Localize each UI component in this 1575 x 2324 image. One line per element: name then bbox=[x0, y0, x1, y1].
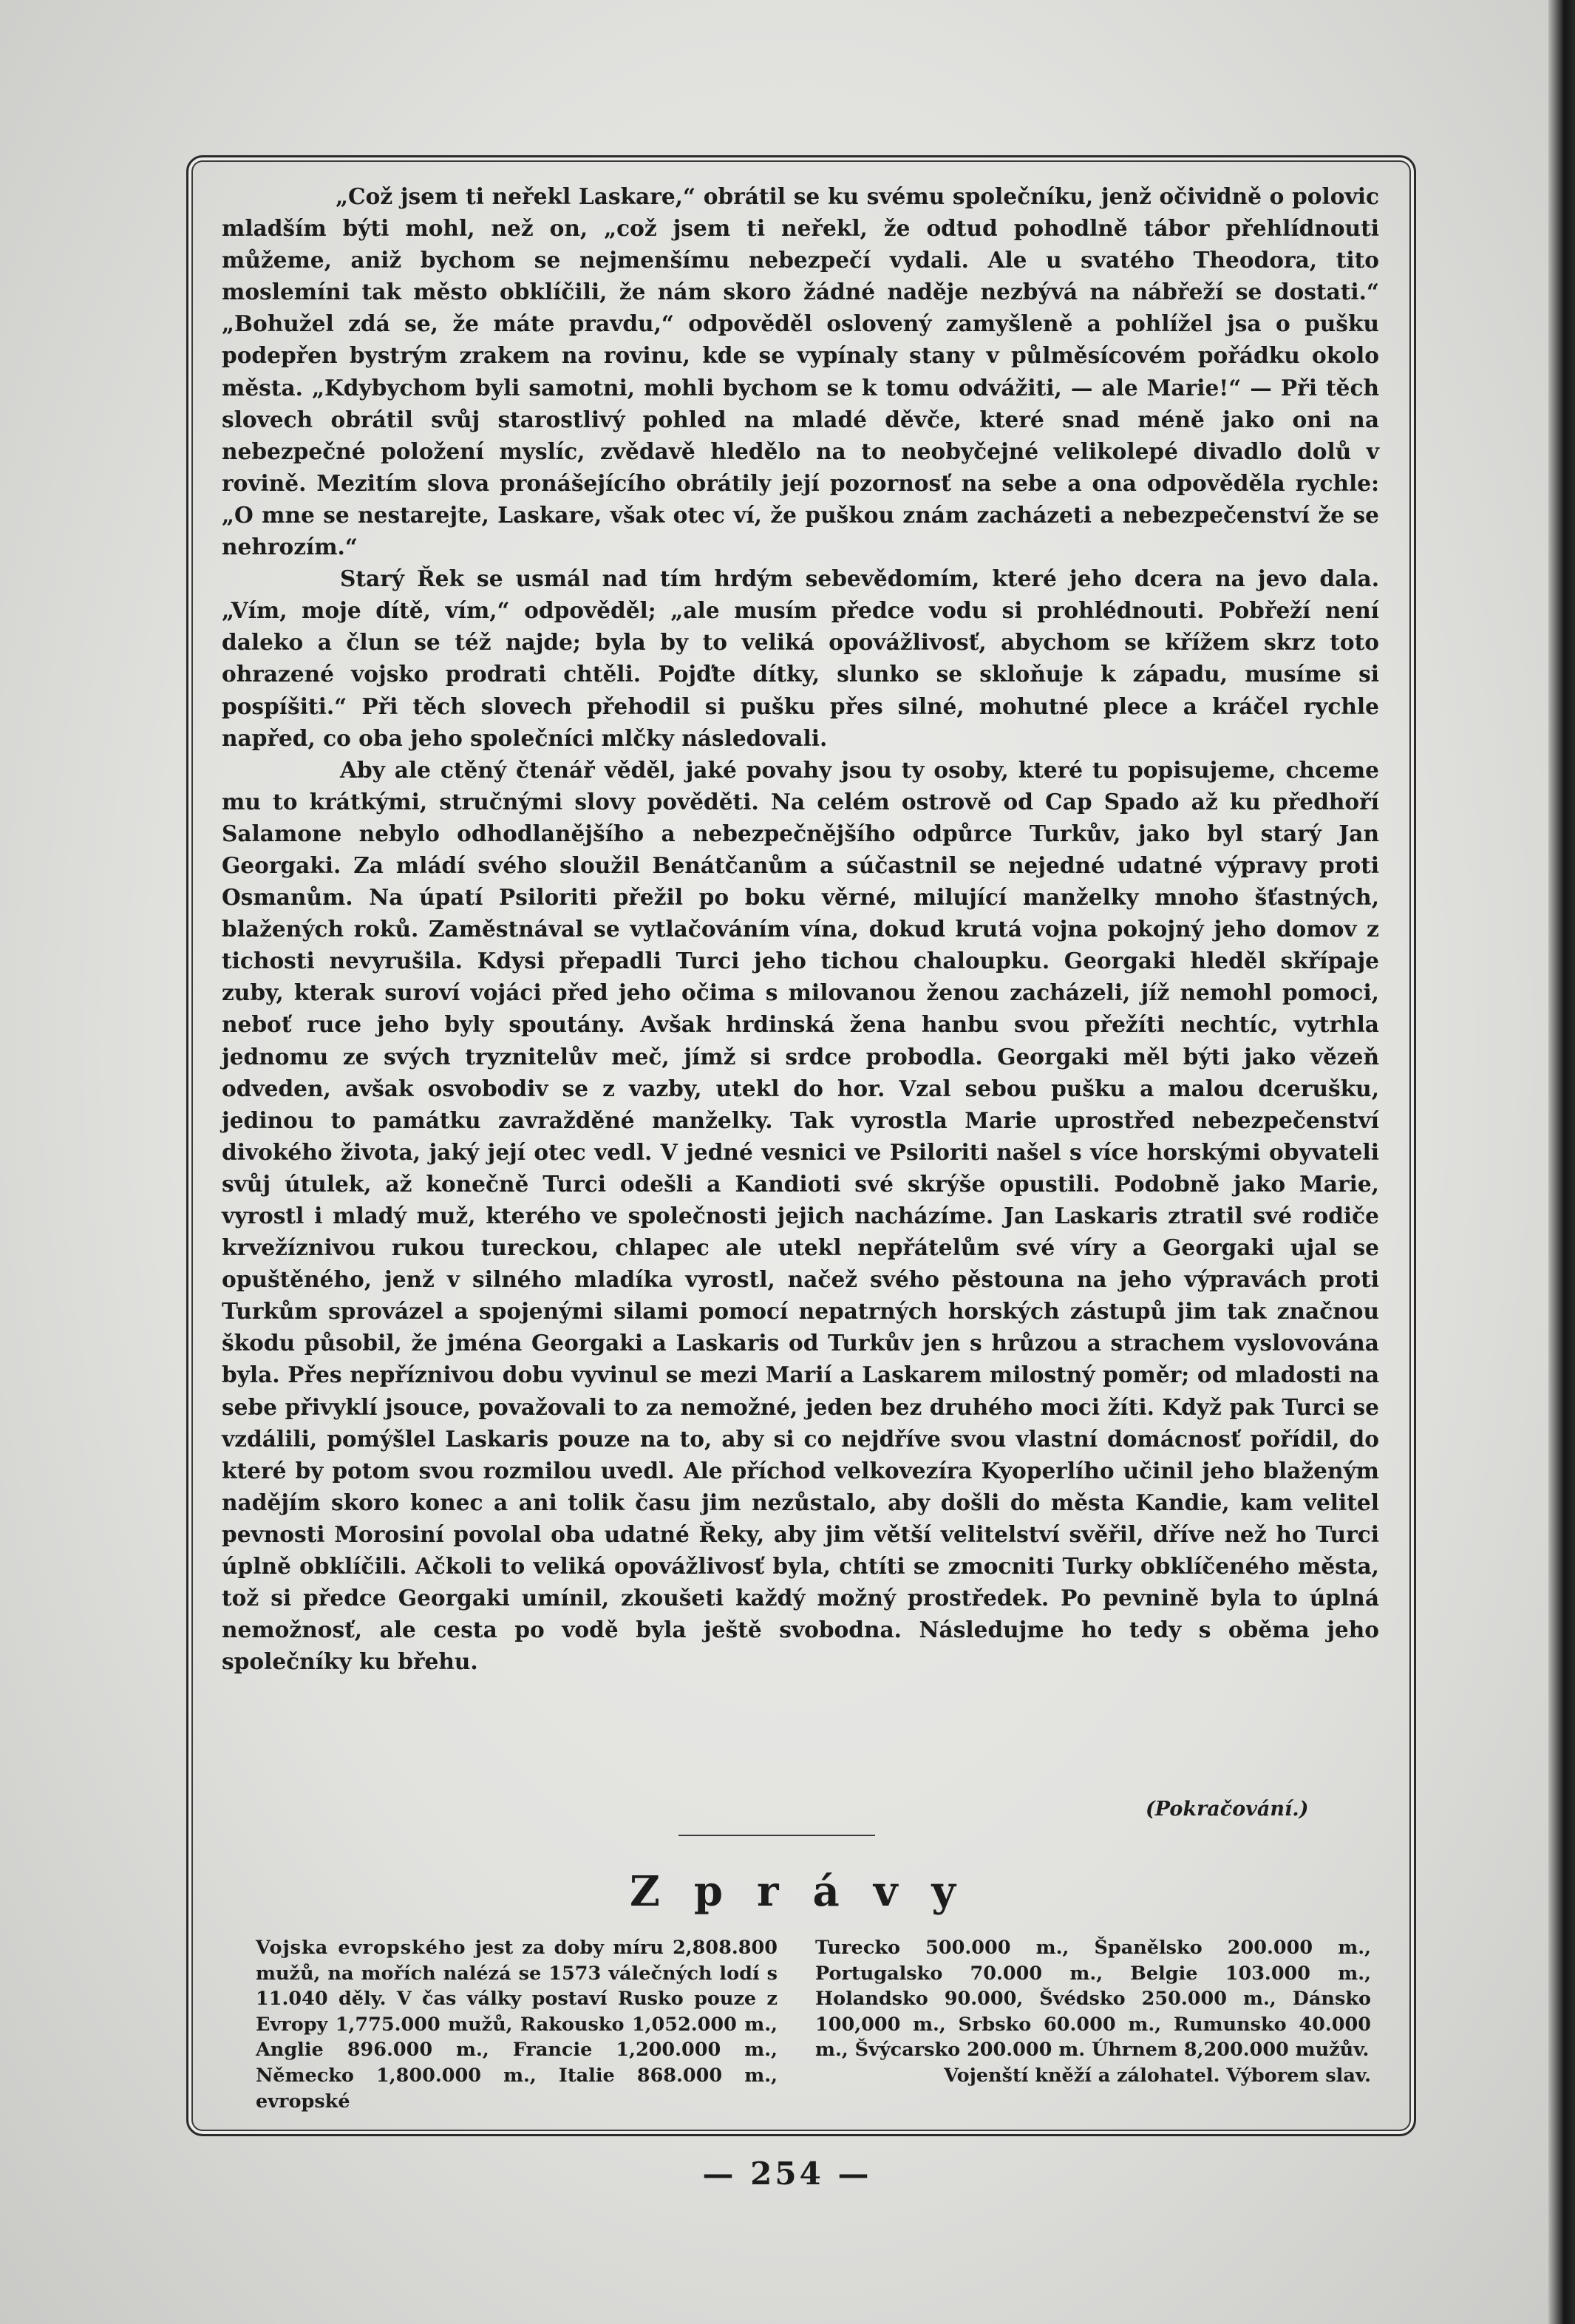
scan-edge bbox=[1548, 0, 1575, 2324]
paragraph-1: „Což jsem ti neřekl Laskare,“ obrátil se ku svému společníku, jenž očividně o polovic mladším býti mohl, než on, „což jsem ti neřekl, že odtud pohodlně tábor přehlídnouti můžeme, aniž bychom se nejmenšímu nebezpečí vydali. Ale u svatého Theodora, tito moslemíni tak město obklíčili, že nám skoro žádné naděje nezbývá na nábřeží se dostati.“ „Bohužel zdá se, že máte pravdu,“ odpověděl oslovený zamyšleně a pohlížel jsa o pušku podepřen bystrým zrakem na rovinu, kde se vypínaly stany v půlměsícovém pořádku okolo města. „Kdybychom byli samotni, mohli bychom se k tomu odvážiti, — ale Marie!“ — Při těch slovech obrátil svůj starostlivý pohled na mladé děvče, které snad méně jako oni na nebezpečné položení myslíc, zvědavě hledělo na to neobyčejné velikolepé divadlo dolů v rovině. Mezitím slova pronášejícího obrátily její pozornosť na sebe a ona odpověděla rychle: „O mne se nestarejte, Laskare, však otec ví, že puškou znám zacházeti a nebezpečenství že se nehrozím.“ bbox=[222, 183, 1379, 560]
news-lead: Vojska evropského bbox=[256, 1937, 466, 1959]
news-column-left bbox=[256, 1935, 778, 2114]
news-left-text: jest za doby míru 2,808.800 mužů, na mořích nalézá se 1573 válečných lodí s 11.040 děly. V čas války postaví Rusko pouze z Evropy 1,775.000 mužů, Rakousko 1,052.000 m., Anglie 896.000 m., Francie 1,200.000 m., Německo 1,800.000 m., Italie 868.000 m., evropské bbox=[256, 1937, 778, 2113]
news-column-right bbox=[815, 1935, 1371, 2089]
news-right-text: Turecko 500.000 m., Španělsko 200.000 m., Portugalsko 70.000 m., Belgie 103.000 m., Holandsko 90.000, Švédsko 250.000 m., Dánsko 100,000 m., Srbsko 60.000 m., Rumunsko 40.000 m., Švýcarsko 200.000 m. Úhrnem 8,200.000 mužův. bbox=[815, 1937, 1371, 2062]
continued-note: (Pokračování.) bbox=[1146, 1798, 1309, 1821]
news-heading: Zprávy bbox=[630, 1867, 990, 1916]
story-body bbox=[222, 180, 1379, 1677]
page-number: — 254 — bbox=[702, 2155, 872, 2192]
paragraph-2: Starý Řek se usmál nad tím hrdým sebevědomím, které jeho dcera na jevo dala. „Vím, moje dítě, vím,“ odpověděl; „ale musím předce vodu si prohlédnouti. Pobřeží není daleko a člun se též najde; byla by to veliká opovážlivosť, abychom se křížem skrz toto ohrazené vojsko prodrati chtěli. Pojďte dítky, slunko se skloňuje k západu, musíme si pospíšiti.“ Při těch slovech přehodil si pušku přes silné, mohutné plece a kráčel rychle napřed, co oba jeho společníci mlčky následovali. bbox=[222, 565, 1379, 751]
paragraph-3: Aby ale ctěný čtenář věděl, jaké povahy jsou ty osoby, které tu popisujeme, chceme mu to krátkými, stručnými slovy pověděti. Na celém ostrově od Cap Spado až ku předhoří Salamone nebylo odhodlanějšího a nebezpečnějšího odpůrce Turkův, jako byl starý Jan Georgaki. Za mládí svého sloužil Benátčanům a súčastnil se nejedné udatné výpravy proti Osmanům. Na úpatí Psiloriti přežil po boku věrné, milující manželky mnoho šťastných, blažených roků. Zaměstnával se vytlačováním vína, dokud krutá vojna pokojný jeho domov z tichosti nevyrušila. Kdysi přepadli Turci jeho tichou chaloupku. Georgaki hleděl skřípaje zuby, kterak suroví vojáci před jeho očima s milovanou ženou zacházeli, jíž nemohl pomoci, neboť ruce jeho byly spoutány. Avšak hrdinská žena hanbu svou přežíti nechtíc, vytrhla jednomu ze svých tryznitelův meč, jímž si srdce probodla. Georgaki měl býti jako vězeň odveden, avšak osvobodiv se z vazby, utekl do hor. Vzal sebou pušku a malou dcerušku, jedinou to památku zavražděné manželky. Tak vyrostla Marie uprostřed nebezpečenství divokého života, jaký její otec vedl. V jedné vesnici ve Psiloriti našel s více horskými obyvateli svůj útulek, až konečně Turci odešli a Kandioti své skrýše opustili. Podobně jako Marie, vyrostl i mladý muž, kterého ve společnosti jejich nacházíme. Jan Laskaris ztratil své rodiče krvežíznivou rukou tureckou, chlapec ale utekl nepřátelům své víry a Georgaki ujal se opuštěného, jenž v silného mladíka vyrostl, načež svého pěstouna na jeho výpravách proti Turkům sprovázel a spojenými silami pomocí nepatrných horských zástupů jim tak značnou škodu působil, že jména Georgaki a Laskaris od Turkův jen s hrůzou a strachem vyslovována byla. Přes nepříznivou dobu vyvinul se mezi Marií a Laskarem milostný poměr; od mladosti na sebe přivyklí jsouce, považovali to za nemožné, jeden bez druhého moci žíti. Když pak Turci se vzdálili, pomýšlel Laskaris pouze na to, aby si co nejdříve svou vlastní domácnosť pořídil, do které by potom svou rozmilou uvedl. Ale příchod velkovezíra Kyoperlího učinil jeho blaženým nadějím skoro konec a ani tolik času jim nezůstalo, aby došli do města Kandie, kam velitel pevnosti Morosiní povolal oba udatné Řeky, aby jim větší velitelství svěřil, dříve než ho Turci úplně obklíčili. Ačkoli to veliká opovážlivosť byla, chtíti se zmocniti Turky obklíčeného města, tož si předce Georgaki umínil, zkoušeti každý možný prostředek. Po pevnině byla to úplná nemožnosť, ale cesta po vodě byla ještě svobodna. Následujme ho tedy s oběma jeho společníky ku břehu. bbox=[222, 756, 1379, 1675]
news-signature: Vojenští kněží a zálohatel. Výborem slav. bbox=[944, 2064, 1371, 2087]
section-rule bbox=[678, 1835, 875, 1836]
